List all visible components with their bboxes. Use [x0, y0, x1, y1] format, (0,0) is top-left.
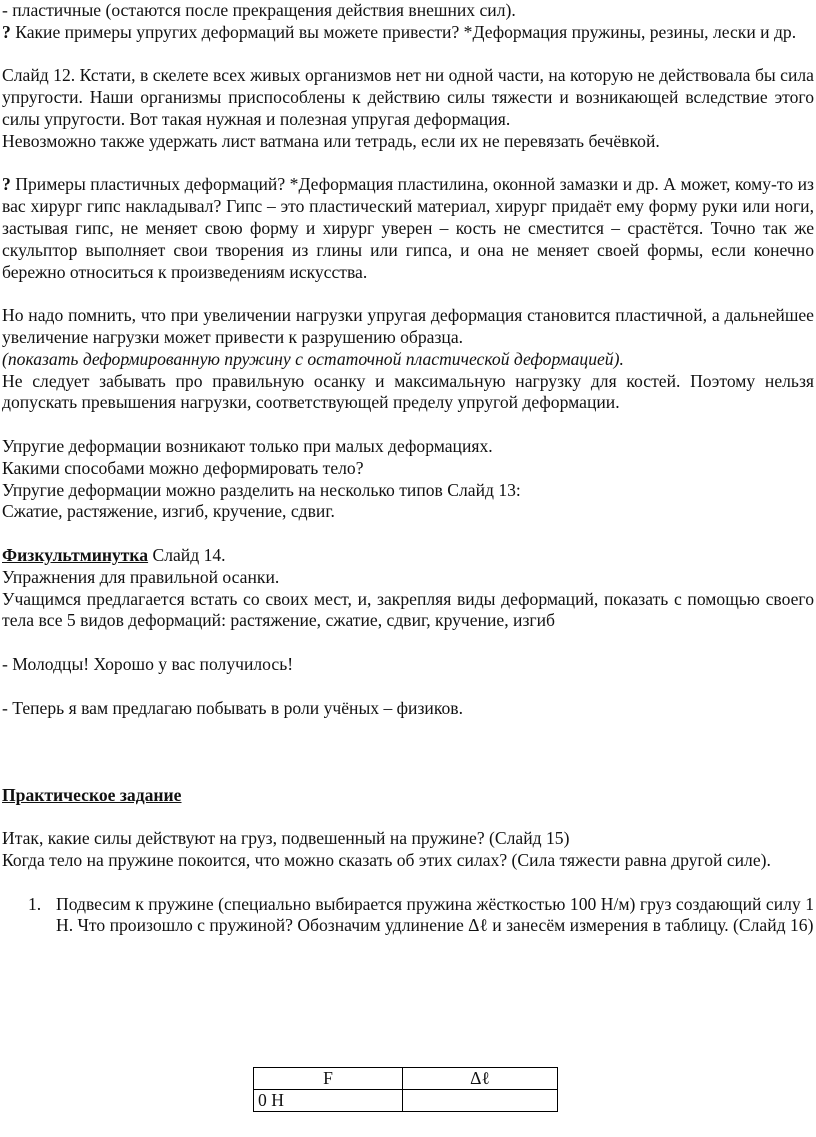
fizminutka-heading	[2, 545, 814, 567]
question-mark: ?	[2, 21, 11, 42]
load-paragraph: Но надо помнить, что при увеличении нагрузки упругая деформация становится пластичной, а дальнейшее увеличение нагрузки может привести к разрушению образца.	[2, 305, 814, 347]
demo-note: (показать деформированную пружину с остаточной пластической деформацией).	[2, 348, 624, 369]
question-plastic	[2, 174, 814, 283]
forces-question: Итак, какие силы действуют на груз, подвешенный на пружине? (Слайд 15)	[2, 828, 570, 849]
list-number: 1.	[28, 893, 42, 914]
students-instruction: Учащимся предлагается встать со своих мест, и, закрепляя виды деформаций, показать с помощью своего тела все 5 видов деформаций: растяжение, сжатие, сдвиг, кручение, изгиб	[2, 588, 814, 631]
slide-12-paragraph: Слайд 12. Кстати, в скелете всех живых организмов нет ни одной части, на которую не действовала бы сила упругости. Наши организмы приспособлены к действию силы тяжести и возникающей вследствие этого силы упругости. Вот такая нужная и полезная упругая деформация.	[2, 65, 814, 129]
question-elastic	[2, 22, 814, 44]
praise-line: - Молодцы! Хорошо у вас получилось!	[2, 653, 294, 674]
question-elastic-text: Какие примеры упругих деформаций вы можете привести? *Деформация пружины, резины, лески и др.	[10, 21, 797, 42]
measurement-table	[253, 1067, 558, 1112]
paper-paragraph: Невозможно также удержать лист ватмана или тетрадь, если их не перевязать бечёвкой.	[2, 130, 660, 151]
fizminutka-title: Физкультминутка	[2, 544, 149, 565]
types-list: Сжатие, растяжение, изгиб, кручение, сдвиг.	[2, 501, 335, 522]
question-mark: ?	[2, 174, 11, 195]
list-text: Подвесим к пружине (специально выбирается пружина жёсткостью 100 Н/м) груз создающий силу 1 Н. Что произошло с пружиной? Обозначим удлинение Δℓ и занесём измерения в таблицу. (Слайд 16)	[56, 893, 814, 936]
deform-methods: Какими способами можно деформировать тело?	[2, 457, 364, 478]
elastic-small: Упругие деформации возникают только при малых деформациях.	[2, 435, 493, 456]
cell-elongation	[403, 1090, 558, 1112]
fizminutka-slide: Слайд 14.	[148, 544, 226, 565]
list-item	[2, 894, 814, 938]
cell-force: 0 Н	[254, 1090, 403, 1112]
types-slide-13: Упругие деформации можно разделить на несколько типов Слайд 13:	[2, 479, 521, 500]
practical-heading: Практическое задание	[2, 784, 182, 805]
line-plastic: - пластичные (остаются после прекращения действия внешних сил).	[2, 0, 516, 20]
document-page	[2, 0, 814, 937]
header-force: F	[254, 1068, 403, 1090]
rest-question: Когда тело на пружине покоится, что можно сказать об этих силах? (Сила тяжести равна другой силе).	[2, 850, 771, 871]
table-row	[254, 1090, 558, 1112]
posture-paragraph: Не следует забывать про правильную осанку и максимальную нагрузку для костей. Поэтому нельзя допускать превышения нагрузки, соответствующей пределу упругой деформации.	[2, 370, 814, 413]
table-header-row	[254, 1068, 558, 1090]
header-elongation: Δℓ	[403, 1068, 558, 1090]
scientists-line: - Теперь я вам предлагаю побывать в роли учёных – физиков.	[2, 697, 463, 718]
question-plastic-text: Примеры пластичных деформаций? *Деформация пластилина, оконной замазки и др. А может, кому-то из вас хирург гипс накладывал? Гипс – это пластический материал, хирург придаёт ему форму руки или ноги, застывая гипс, не меняет свою форму и хирург уверен – кость не сместится – срастётся. Точно так же скульптор выполняет свои творения из глины или гипса, и она не меняет своей формы, если конечно бережно относиться к произведениям искусства.	[2, 174, 814, 282]
posture-exercises: Упражнения для правильной осанки.	[2, 566, 280, 587]
